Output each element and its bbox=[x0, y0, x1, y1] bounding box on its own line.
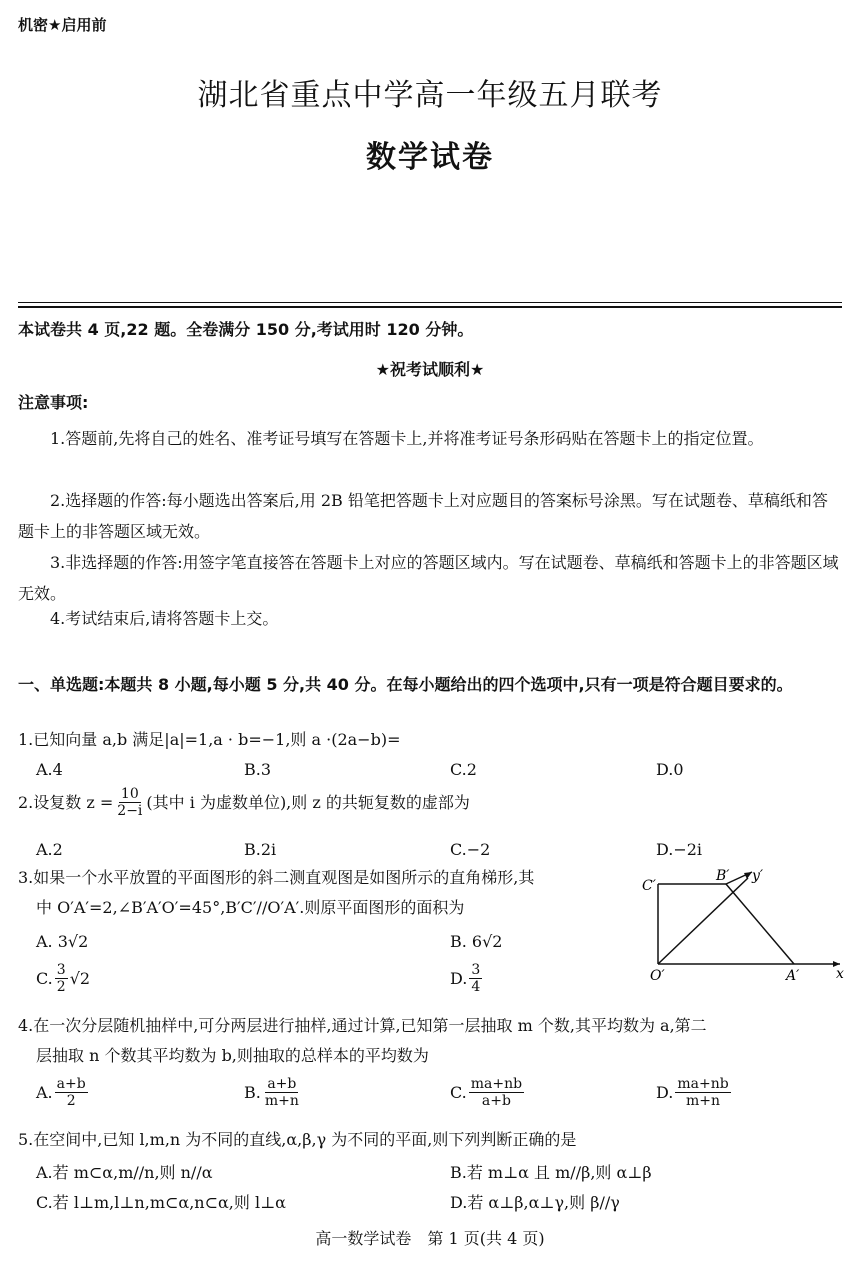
q4-option-a bbox=[36, 1076, 90, 1109]
q2-option-d: D.−2i bbox=[656, 840, 703, 859]
label-o: O′ bbox=[650, 968, 665, 984]
question-5-stem: 5.在空间中,已知 l,m,n 为不同的直线,α,β,γ 为不同的平面,则下列判断正确的是 bbox=[18, 1130, 577, 1149]
q3-option-d-denominator: 4 bbox=[471, 979, 481, 995]
question-4-line-2: 层抽取 n 个数其平均数为 b,则抽取的总样本的平均数为 bbox=[36, 1046, 429, 1065]
confidential-label: 机密★启用前 bbox=[18, 16, 107, 34]
q1-option-a: A.4 bbox=[36, 760, 63, 779]
q3-option-d-numerator: 3 bbox=[471, 962, 481, 978]
q4-option-d bbox=[656, 1076, 733, 1109]
q3-option-c-sqrt: √2 bbox=[69, 969, 91, 988]
q3-option-c bbox=[36, 962, 90, 995]
q3-option-d-fraction bbox=[469, 962, 482, 995]
q3-option-d bbox=[450, 962, 484, 995]
q1-option-c: C.2 bbox=[450, 760, 477, 779]
exam-subtitle: 数学试卷 bbox=[366, 140, 494, 175]
q4-option-d-fraction bbox=[675, 1076, 730, 1109]
page-footer: 高一数学试卷 第 1 页(共 4 页) bbox=[315, 1229, 545, 1248]
q4-option-c-denominator: a+b bbox=[481, 1093, 511, 1109]
q2-stem-suffix: (其中 i 为虚数单位),则 z 的共轭复数的虚部为 bbox=[146, 792, 470, 812]
q4-option-a-denominator: 2 bbox=[66, 1093, 76, 1109]
q4-option-b-numerator: a+b bbox=[267, 1076, 297, 1092]
q3-option-a: A. 3√2 bbox=[36, 932, 89, 951]
q5-option-c: C.若 l⊥m,l⊥n,m⊂α,n⊂α,则 l⊥α bbox=[36, 1193, 286, 1212]
exam-title: 湖北省重点中学高一年级五月联考 bbox=[197, 78, 663, 113]
q4-option-b-fraction bbox=[263, 1076, 301, 1109]
q2-stem-prefix: 2.设复数 z = bbox=[18, 792, 114, 812]
note-3: 3.非选择题的作答:用签字笔直接答在答题卡上对应的答题区域内。写在试题卷、草稿纸和答题卡上的非答题区域无效。 bbox=[18, 553, 839, 603]
question-3-line-1: 3.如果一个水平放置的平面图形的斜二测直观图是如图所示的直角梯形,其 bbox=[18, 868, 535, 887]
q4-option-c bbox=[450, 1076, 526, 1109]
section-heading: 一、单选题:本题共 8 小题,每小题 5 分,共 40 分。在每小题给出的四个选项中,只有一项是符合题目要求的。 bbox=[18, 675, 793, 694]
q2-fraction bbox=[115, 786, 144, 819]
q4-option-d-denominator: m+n bbox=[686, 1093, 721, 1109]
notes-title: 注意事项: bbox=[18, 393, 89, 412]
y-axis bbox=[658, 878, 748, 964]
q3-option-c-numerator: 3 bbox=[56, 962, 66, 978]
label-x: x bbox=[836, 966, 844, 982]
q4-option-b bbox=[244, 1076, 303, 1109]
question-2-stem bbox=[18, 786, 842, 819]
q1-option-d: D.0 bbox=[656, 760, 684, 779]
header-divider-thick bbox=[18, 306, 842, 308]
exam-summary: 本试卷共 4 页,22 题。全卷满分 150 分,考试用时 120 分钟。 bbox=[18, 320, 474, 339]
side-ba bbox=[726, 884, 794, 964]
q3-option-d-label: D. bbox=[450, 969, 468, 988]
question-1-stem: 1.已知向量 a,b 满足|a|=1,a · b=−1,则 a ·(2a−b)= bbox=[18, 730, 401, 749]
q2-fraction-denominator: 2−i bbox=[117, 803, 143, 819]
note-2: 2.选择题的作答:每小题选出答案后,用 2B 铅笔把答题卡上对应题目的答案标号涂黑。写在试题卷、草稿纸和答题卡上的非答题区域无效。 bbox=[18, 491, 828, 541]
q4-option-b-label: B. bbox=[244, 1083, 261, 1102]
note-4: 4.考试结束后,请将答题卡上交。 bbox=[50, 609, 279, 628]
q5-option-a: A.若 m⊂α,m//n,则 n//α bbox=[36, 1163, 213, 1182]
q4-option-c-numerator: ma+nb bbox=[470, 1076, 523, 1092]
q2-option-a: A.2 bbox=[36, 840, 63, 859]
question-3-line-2: 中 O′A′=2,∠B′A′O′=45°,B′C′//O′A′.则原平面图形的面积为 bbox=[36, 898, 465, 917]
q5-option-b: B.若 m⊥α 且 m//β,则 α⊥β bbox=[450, 1163, 652, 1182]
label-b: B′ bbox=[716, 868, 730, 884]
q3-option-c-label: C. bbox=[36, 969, 53, 988]
q2-option-c: C.−2 bbox=[450, 840, 491, 859]
q2-option-b: B.2i bbox=[244, 840, 277, 859]
q4-option-c-fraction bbox=[469, 1076, 524, 1109]
label-a: A′ bbox=[786, 968, 800, 984]
q4-option-a-label: A. bbox=[36, 1083, 53, 1102]
q3-trapezoid-figure bbox=[640, 866, 850, 986]
note-1: 1.答题前,先将自己的姓名、准考证号填写在答题卡上,并将准考证号条形码贴在答题卡上的指定位置。 bbox=[50, 429, 764, 448]
q3-option-c-denominator: 2 bbox=[56, 979, 66, 995]
q1-option-b: B.3 bbox=[244, 760, 272, 779]
q4-option-d-numerator: ma+nb bbox=[677, 1076, 729, 1092]
question-4-line-1: 4.在一次分层随机抽样中,可分两层进行抽样,通过计算,已知第一层抽取 m 个数,其平均数为 a,第二 bbox=[18, 1016, 707, 1035]
good-luck-banner: ★祝考试顺利★ bbox=[375, 360, 485, 379]
q5-option-d: D.若 α⊥β,α⊥γ,则 β//γ bbox=[450, 1193, 620, 1212]
label-c: C′ bbox=[642, 878, 656, 894]
q4-option-c-label: C. bbox=[450, 1083, 467, 1102]
q2-fraction-numerator: 10 bbox=[120, 786, 139, 802]
q3-option-c-fraction bbox=[55, 962, 68, 995]
q4-option-a-numerator: a+b bbox=[56, 1076, 86, 1092]
q4-option-b-denominator: m+n bbox=[264, 1093, 299, 1109]
header-divider bbox=[18, 302, 842, 303]
label-y: y′ bbox=[752, 868, 764, 884]
q3-option-b: B. 6√2 bbox=[450, 932, 503, 951]
q4-option-d-label: D. bbox=[656, 1083, 674, 1102]
q4-option-a-fraction bbox=[55, 1076, 88, 1109]
